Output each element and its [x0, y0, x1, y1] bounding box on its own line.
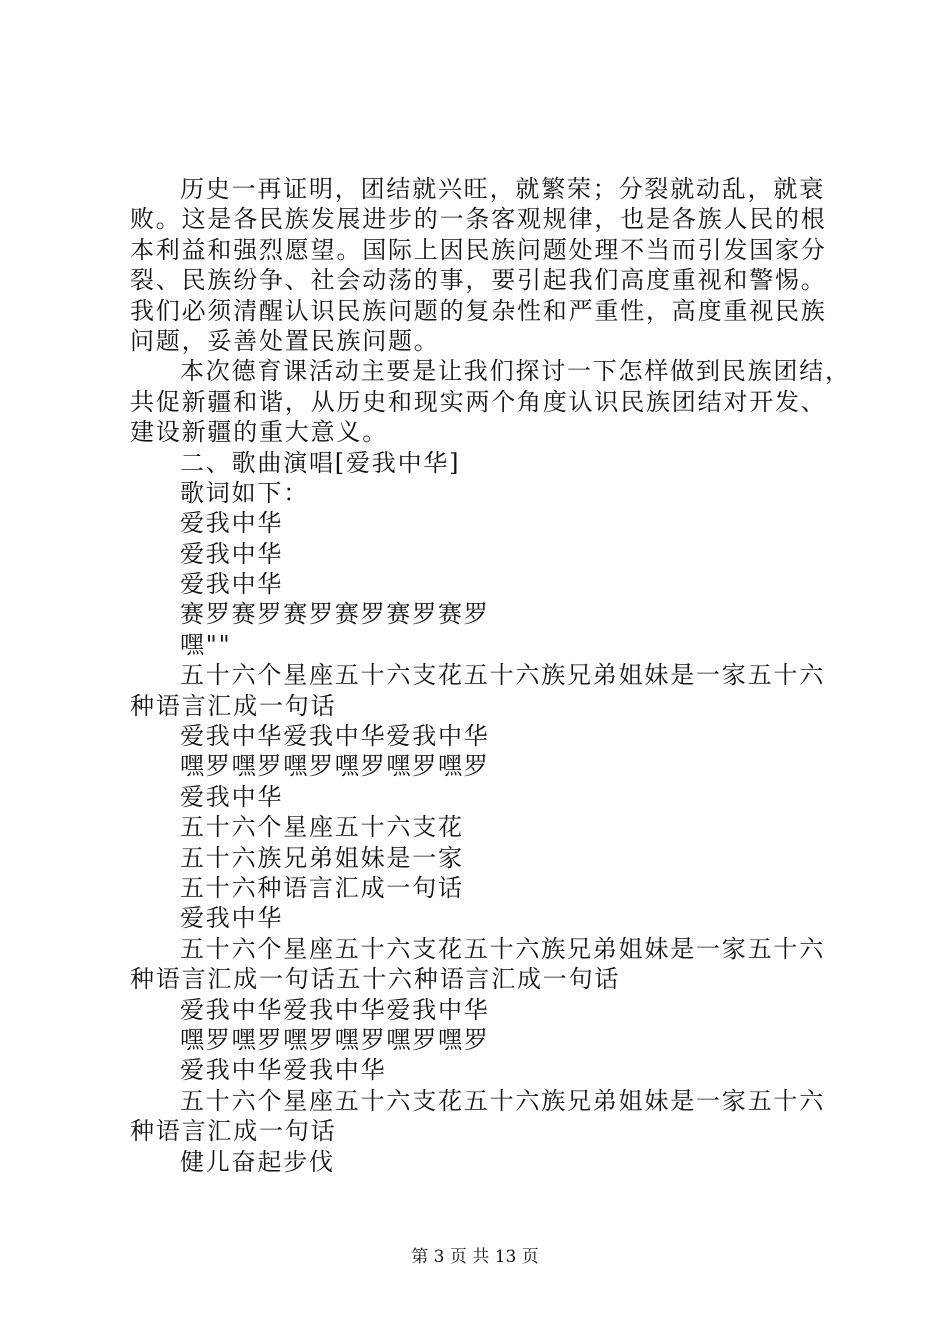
- text-line: 种语言汇成一句话: [130, 691, 337, 720]
- text-line: 裂、民族纷争、社会动荡的事，要引起我们高度重视和警惕。: [130, 266, 827, 295]
- text-line: 共促新疆和谐，从历史和现实两个角度认识民族团结对开发、: [130, 387, 827, 416]
- text-line: 五十六个星座五十六支花五十六族兄弟姐妹是一家五十六: [180, 661, 825, 690]
- text-line: 历史一再证明，团结就兴旺，就繁荣；分裂就动乱，就衰: [180, 175, 825, 203]
- text-line: 爱我中华: [180, 509, 284, 538]
- text-line: 五十六种语言汇成一句话: [180, 873, 464, 902]
- text-line: 种语言汇成一句话: [130, 1117, 337, 1146]
- text-line: 嘿罗嘿罗嘿罗嘿罗嘿罗嘿罗: [180, 1025, 490, 1054]
- text-line: 嘿"": [180, 630, 232, 659]
- text-line: 爱我中华: [180, 539, 284, 568]
- text-line: 五十六族兄弟姐妹是一家: [180, 843, 464, 872]
- text-line: 我们必须清醒认识民族问题的复杂性和严重性，高度重视民族: [130, 296, 827, 325]
- text-line: 建设新疆的重大意义。: [130, 418, 388, 447]
- text-line: 爱我中华: [180, 782, 284, 811]
- text-line: 歌词如下：: [180, 478, 309, 507]
- text-line: 爱我中华爱我中华爱我中华: [180, 995, 490, 1024]
- text-line: 爱我中华爱我中华爱我中华: [180, 722, 490, 751]
- text-line: 爱我中华: [180, 904, 284, 933]
- text-line: 健儿奋起步伐: [180, 1147, 335, 1176]
- text-line: 种语言汇成一句话五十六种语言汇成一句话: [130, 965, 621, 994]
- text-line: 五十六个星座五十六支花: [180, 813, 464, 842]
- page-number: 第 3 页 共 13 页: [411, 1247, 539, 1267]
- text-line: 爱我中华: [180, 570, 284, 599]
- text-line: 爱我中华爱我中华: [180, 1056, 387, 1085]
- page-footer: [0, 1242, 950, 1267]
- document-body: [130, 174, 851, 1177]
- text-line: 五十六个星座五十六支花五十六族兄弟姐妹是一家五十六: [180, 1086, 825, 1115]
- text-line: 败。这是各民族发展进步的一条客观规律，也是各族人民的根: [130, 205, 827, 234]
- text-line: 问题，妥善处置民族问题。: [130, 326, 440, 355]
- text-line: 五十六个星座五十六支花五十六族兄弟姐妹是一家五十六: [180, 934, 825, 963]
- text-line: 二、歌曲演唱[爱我中华]: [180, 448, 461, 477]
- text-line: 本次德育课活动主要是让我们探讨一下怎样做到民族团结，: [180, 357, 851, 386]
- text-line: 本利益和强烈愿望。国际上因民族问题处理不当而引发国家分: [130, 235, 827, 264]
- text-line: 赛罗赛罗赛罗赛罗赛罗赛罗: [180, 600, 490, 629]
- text-line: 嘿罗嘿罗嘿罗嘿罗嘿罗嘿罗: [180, 752, 490, 781]
